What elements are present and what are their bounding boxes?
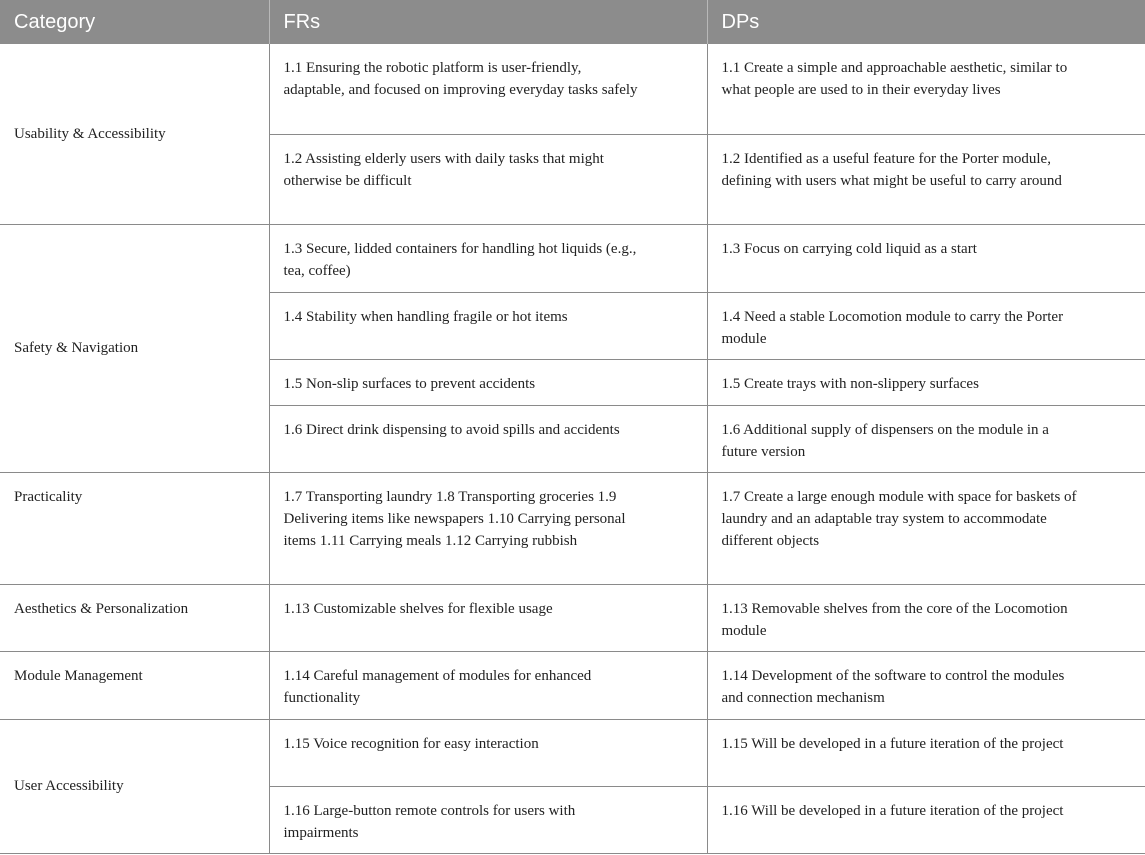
category-cell: Usability & Accessibility — [0, 44, 269, 224]
table-row — [0, 719, 1145, 786]
table-row — [0, 44, 1145, 134]
table-row — [0, 224, 1145, 292]
fr-cell: 1.15 Voice recognition for easy interaction — [269, 719, 707, 786]
fr-cell: 1.7 Transporting laundry 1.8 Transporting groceries 1.9 Delivering items like newspapers 1.10 Carrying personal items 1.11 Carrying meals 1.12 Carrying rubbish — [269, 472, 707, 584]
fr-cell: 1.14 Careful management of modules for enhanced functionality — [269, 651, 707, 719]
dp-cell: 1.5 Create trays with non-slippery surfaces — [707, 359, 1145, 405]
dp-cell: 1.6 Additional supply of dispensers on the module in a future version — [707, 405, 1145, 472]
fr-cell: 1.6 Direct drink dispensing to avoid spills and accidents — [269, 405, 707, 472]
dp-cell: 1.7 Create a large enough module with space for baskets of laundry and an adaptable tray system to accommodate different objects — [707, 472, 1145, 584]
dp-cell: 1.14 Development of the software to control the modules and connection mechanism — [707, 651, 1145, 719]
dp-cell: 1.2 Identified as a useful feature for the Porter module, defining with users what might be useful to carry around — [707, 134, 1145, 224]
header-frs: FRs — [269, 0, 707, 44]
table-row — [0, 584, 1145, 651]
fr-cell: 1.3 Secure, lidded containers for handling hot liquids (e.g., tea, coffee) — [269, 224, 707, 292]
dp-cell: 1.4 Need a stable Locomotion module to carry the Porter module — [707, 292, 1145, 359]
dp-cell: 1.16 Will be developed in a future iteration of the project — [707, 786, 1145, 853]
dp-cell: 1.15 Will be developed in a future iteration of the project — [707, 719, 1145, 786]
dp-cell: 1.13 Removable shelves from the core of the Locomotion module — [707, 584, 1145, 651]
fr-cell: 1.13 Customizable shelves for flexible usage — [269, 584, 707, 651]
dp-cell: 1.3 Focus on carrying cold liquid as a start — [707, 224, 1145, 292]
fr-cell: 1.16 Large-button remote controls for users with impairments — [269, 786, 707, 853]
dp-cell: 1.1 Create a simple and approachable aesthetic, similar to what people are used to in their everyday lives — [707, 44, 1145, 134]
fr-cell: 1.4 Stability when handling fragile or hot items — [269, 292, 707, 359]
fr-cell: 1.2 Assisting elderly users with daily tasks that might otherwise be difficult — [269, 134, 707, 224]
header-dps: DPs — [707, 0, 1145, 44]
category-cell: Practicality — [0, 472, 269, 584]
category-cell: Module Management — [0, 651, 269, 719]
table-row — [0, 472, 1145, 584]
header-category: Category — [0, 0, 269, 44]
header-row — [0, 0, 1145, 44]
category-cell: User Accessibility — [0, 719, 269, 853]
fr-cell: 1.5 Non-slip surfaces to prevent accidents — [269, 359, 707, 405]
category-cell: Safety & Navigation — [0, 224, 269, 472]
fr-cell: 1.1 Ensuring the robotic platform is user-friendly, adaptable, and focused on improving everyday tasks safely — [269, 44, 707, 134]
category-cell: Aesthetics & Personalization — [0, 584, 269, 651]
table-row — [0, 651, 1145, 719]
